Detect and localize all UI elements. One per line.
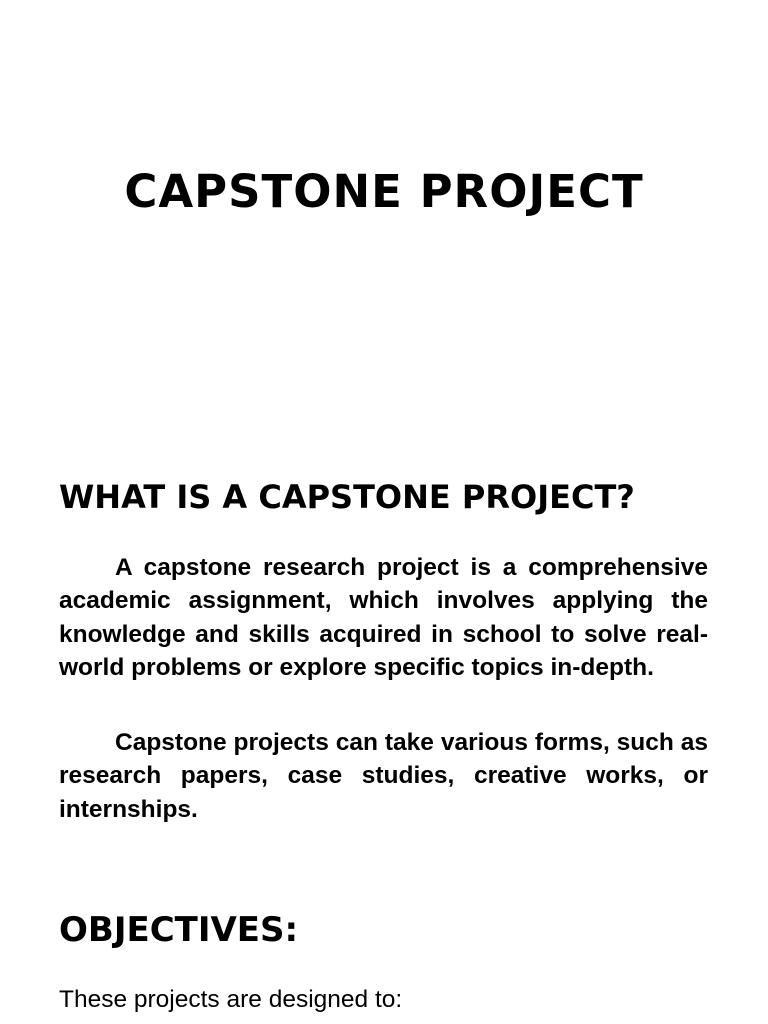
objectives-intro: These projects are designed to: [59,986,403,1013]
section-heading-objectives: OBJECTIVES: [59,910,299,950]
document-title: CAPSTONE PROJECT [124,165,644,218]
paragraph-forms: Capstone projects can take various forms, such as research papers, case studies, creative works, or internships. [59,729,708,823]
section-heading-what-is: WHAT IS A CAPSTONE PROJECT? [59,478,635,516]
paragraph-definition: A capstone research project is a comprehensive academic assignment, which involves applying the knowledge and skills acquired in school to solve real-world problems or explore specific topics in-depth. [59,554,708,682]
paragraph-definition-block [59,551,708,685]
paragraph-forms-block [59,726,708,826]
